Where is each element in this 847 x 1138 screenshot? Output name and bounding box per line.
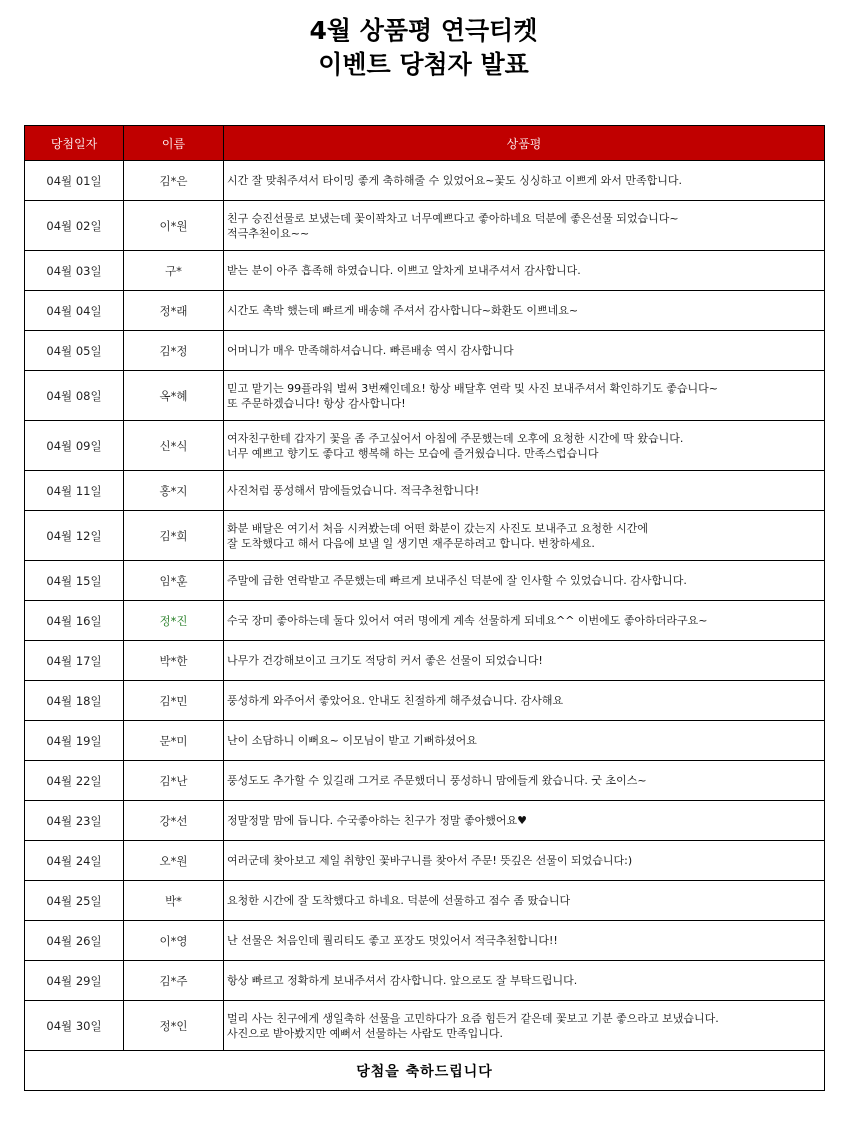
review-line: 풍성도도 추가할 수 있길래 그거로 주문했더니 풍성하니 맘에들게 왔습니다. 굿 초이스~ <box>227 774 647 787</box>
table-row <box>25 471 825 511</box>
review-line: 어머니가 매우 만족해하셔습니다. 빠른배송 역시 감사합니다 <box>227 344 514 357</box>
review-line: 주말에 급한 연락받고 주문했는데 빠르게 보내주신 덕분에 잘 인사할 수 있었습니다. 감사합니다. <box>227 574 687 587</box>
table-row <box>25 291 825 331</box>
table-row <box>25 371 825 421</box>
review-line: 항상 빠르고 정확하게 보내주셔서 감사합니다. 앞으로도 잘 부탁드립니다. <box>227 974 578 987</box>
review-line: 친구 승진선물로 보냈는데 꽃이꽉차고 너무예쁘다고 좋아하네요 덕분에 좋은선물 되었습니다~ <box>227 211 679 225</box>
review-line: 잘 도착했다고 해서 다음에 보낼 일 생기면 재주문하려고 합니다. 번창하세요. <box>227 536 595 550</box>
header-name: 이름 <box>124 126 224 161</box>
review-text <box>224 841 825 881</box>
review-text <box>224 761 825 801</box>
win-date: 04월 25일 <box>25 881 124 921</box>
review-text <box>224 161 825 201</box>
win-date: 04월 19일 <box>25 721 124 761</box>
winner-name: 김*민 <box>124 681 224 721</box>
review-line: 또 주문하겠습니다! 항상 감사합니다! <box>227 396 406 410</box>
table-row <box>25 511 825 561</box>
review-text <box>224 881 825 921</box>
winner-name: 신*식 <box>124 421 224 471</box>
review-text <box>224 601 825 641</box>
winner-name: 박* <box>124 881 224 921</box>
review-text <box>224 251 825 291</box>
win-date: 04월 03일 <box>25 251 124 291</box>
review-line: 난이 소담하니 이뻐요~ 이모님이 받고 기뻐하셨어요 <box>227 734 477 747</box>
winners-table <box>24 125 825 1091</box>
congratulations-message: 당첨을 축하드립니다 <box>25 1051 825 1091</box>
review-line: 나무가 건강해보이고 크기도 적당히 커서 좋은 선물이 되었습니다! <box>227 654 543 667</box>
review-text <box>224 561 825 601</box>
table-row <box>25 921 825 961</box>
title-line-1: 4월 상품평 연극티켓 <box>309 16 538 45</box>
winner-name: 김*주 <box>124 961 224 1001</box>
review-text <box>224 471 825 511</box>
table-row <box>25 641 825 681</box>
table-row <box>25 761 825 801</box>
review-line: 시간도 촉박 했는데 빠르게 배송해 주셔서 감사합니다~화환도 이쁘네요~ <box>227 304 579 317</box>
review-line: 수국 장미 좋아하는데 둘다 있어서 여러 명에게 계속 선물하게 되네요^^ 이번에도 좋아하더라구요~ <box>227 614 708 627</box>
winner-name: 정*래 <box>124 291 224 331</box>
review-line: 여러군데 찾아보고 제일 취향인 꽃바구니를 찾아서 주문! 뜻깊은 선물이 되었습니다:) <box>227 854 633 867</box>
win-date: 04월 29일 <box>25 961 124 1001</box>
review-text <box>224 1001 825 1051</box>
review-line: 너무 예쁘고 향기도 좋다고 행복해 하는 모습에 즐거웠습니다. 만족스럽습니다 <box>227 446 599 460</box>
win-date: 04월 02일 <box>25 201 124 251</box>
review-line: 난 선물은 처음인데 퀄리티도 좋고 포장도 멋있어서 적극추천합니다!! <box>227 934 558 947</box>
review-line: 사진으로 받아봤지만 예뻐서 선물하는 사람도 만족입니다. <box>227 1026 504 1040</box>
review-text <box>224 371 825 421</box>
table-row <box>25 331 825 371</box>
table-body <box>25 161 825 1051</box>
review-line: 요청한 시간에 잘 도착했다고 하네요. 덕분에 선물하고 점수 좀 땄습니다 <box>227 894 571 907</box>
win-date: 04월 30일 <box>25 1001 124 1051</box>
review-text <box>224 421 825 471</box>
page-title <box>0 14 847 82</box>
review-text <box>224 201 825 251</box>
winner-name: 임*훈 <box>124 561 224 601</box>
review-line: 받는 분이 아주 흡족해 하였습니다. 이쁘고 알차게 보내주셔서 감사합니다. <box>227 264 581 277</box>
table-row <box>25 1001 825 1051</box>
header-date: 당첨일자 <box>25 126 124 161</box>
footer-row <box>25 1051 825 1091</box>
review-line: 화분 배달은 여기서 처음 시켜봤는데 어떤 화분이 갔는지 사진도 보내주고 요청한 시간에 <box>227 521 648 535</box>
win-date: 04월 11일 <box>25 471 124 511</box>
table-row <box>25 201 825 251</box>
win-date: 04월 23일 <box>25 801 124 841</box>
table-row <box>25 161 825 201</box>
table-row <box>25 681 825 721</box>
winner-name: 홍*지 <box>124 471 224 511</box>
table-row <box>25 881 825 921</box>
header-review: 상품평 <box>224 126 825 161</box>
review-line: 여자친구한테 갑자기 꽃을 좀 주고싶어서 아침에 주문했는데 오후에 요청한 시간에 딱 왔습니다. <box>227 431 684 445</box>
table-row <box>25 721 825 761</box>
review-text <box>224 921 825 961</box>
review-line: 믿고 맡기는 99플라워 벌써 3번째인데요! 항상 배달후 연락 및 사진 보내주셔서 확인하기도 좋습니다~ <box>227 381 718 395</box>
win-date: 04월 24일 <box>25 841 124 881</box>
winner-name: 박*한 <box>124 641 224 681</box>
winner-name: 김*은 <box>124 161 224 201</box>
table-row <box>25 841 825 881</box>
win-date: 04월 22일 <box>25 761 124 801</box>
review-line: 적극추천이요~~ <box>227 226 310 240</box>
win-date: 04월 05일 <box>25 331 124 371</box>
review-line: 정말정말 맘에 듭니다. 수국좋아하는 친구가 정말 좋아했어요♥ <box>227 814 527 827</box>
review-line: 시간 잘 맞춰주셔서 타이밍 좋게 축하해줄 수 있었어요~꽃도 싱싱하고 이쁘게 와서 만족합니다. <box>227 174 682 187</box>
win-date: 04월 09일 <box>25 421 124 471</box>
winner-name: 이*원 <box>124 201 224 251</box>
review-text <box>224 961 825 1001</box>
review-text <box>224 331 825 371</box>
review-text <box>224 721 825 761</box>
winner-name: 강*선 <box>124 801 224 841</box>
table-row <box>25 421 825 471</box>
review-text <box>224 511 825 561</box>
winner-name: 오*원 <box>124 841 224 881</box>
win-date: 04월 16일 <box>25 601 124 641</box>
table-row <box>25 961 825 1001</box>
review-line: 사진처럼 풍성해서 맘에들었습니다. 적극추천합니다! <box>227 484 480 497</box>
table-header-row <box>25 126 825 161</box>
review-text <box>224 681 825 721</box>
win-date: 04월 15일 <box>25 561 124 601</box>
review-text <box>224 291 825 331</box>
table-row <box>25 601 825 641</box>
winner-name: 문*미 <box>124 721 224 761</box>
review-text <box>224 801 825 841</box>
winner-name: 김*희 <box>124 511 224 561</box>
winner-name: 이*영 <box>124 921 224 961</box>
win-date: 04월 08일 <box>25 371 124 421</box>
win-date: 04월 01일 <box>25 161 124 201</box>
win-date: 04월 04일 <box>25 291 124 331</box>
winner-name: 구* <box>124 251 224 291</box>
title-line-2: 이벤트 당첨자 발표 <box>318 50 529 79</box>
table-row <box>25 561 825 601</box>
review-line: 풍성하게 와주어서 좋았어요. 안내도 친절하게 해주셨습니다. 감사해요 <box>227 694 564 707</box>
table-row <box>25 251 825 291</box>
review-text <box>224 641 825 681</box>
winner-name: 옥*혜 <box>124 371 224 421</box>
winner-name: 정*인 <box>124 1001 224 1051</box>
winner-name: 김*정 <box>124 331 224 371</box>
review-line: 멀리 사는 친구에게 생일축하 선물을 고민하다가 요즘 힘든거 같은데 꽃보고 기분 좋으라고 보냈습니다. <box>227 1011 719 1025</box>
win-date: 04월 17일 <box>25 641 124 681</box>
win-date: 04월 12일 <box>25 511 124 561</box>
win-date: 04월 26일 <box>25 921 124 961</box>
winner-name: 김*난 <box>124 761 224 801</box>
winner-name: 정*진 <box>124 601 224 641</box>
win-date: 04월 18일 <box>25 681 124 721</box>
table-row <box>25 801 825 841</box>
